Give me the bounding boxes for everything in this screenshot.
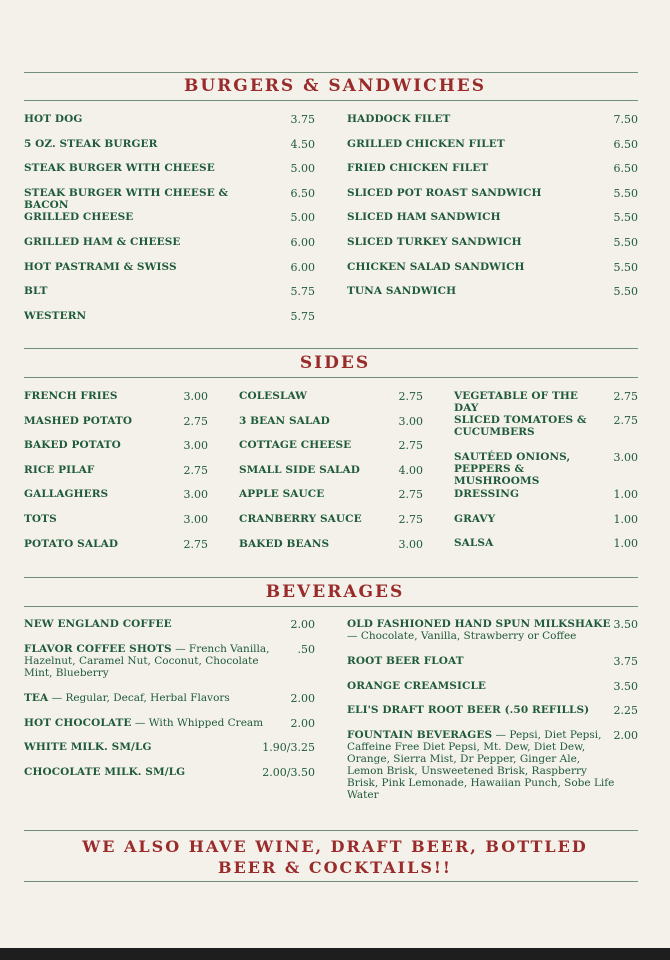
menu-item-name: GRAVY	[454, 513, 496, 525]
menu-item-price: 2.00	[290, 717, 315, 730]
menu-item-name: GALLAGHERS	[24, 488, 109, 501]
menu-item-name: HOT DOG	[24, 113, 83, 125]
menu-item-name: COTTAGE CHEESE	[239, 439, 352, 452]
divider	[24, 830, 638, 831]
menu-item-price: 3.00	[183, 488, 208, 502]
menu-item-price: 5.50	[613, 260, 638, 274]
menu-item-price: 2.75	[398, 439, 423, 453]
menu-item-price: 3.75	[290, 113, 315, 126]
menu-item-price: 4.50	[290, 137, 315, 151]
menu-item-price: 6.50	[613, 162, 638, 176]
menu-item-name: SMALL SIDE SALAD	[239, 463, 360, 476]
menu-item-name: ORANGE CREAMSICLE	[347, 680, 487, 692]
menu-item-price: 2.75	[613, 390, 638, 403]
menu-item-name: FRIED CHICKEN FILET	[347, 162, 489, 175]
menu-item-name: BAKED POTATO	[24, 439, 121, 452]
menu-item-price: 7.50	[613, 113, 638, 126]
menu-item-price: 2.25	[613, 704, 638, 717]
menu-item-name: SLICED TOMATOES & CUCUMBERS	[454, 414, 587, 438]
menu-item	[347, 236, 567, 248]
menu-item-name: TUNA SANDWICH	[347, 285, 457, 298]
menu-item-price: 3.00	[183, 513, 208, 526]
section-title-sides: SIDES	[299, 353, 371, 373]
menu-item-name: RICE PILAF	[24, 463, 95, 476]
menu-item	[347, 261, 567, 273]
menu-item-name: POTATO SALAD	[24, 537, 119, 550]
menu-item-price: 4.00	[398, 463, 423, 477]
section-title-beverages: BEVERAGES	[265, 582, 405, 602]
footer-line-1: WE ALSO HAVE WINE, DRAFT BEER, BOTTLED	[82, 837, 588, 856]
menu-item-name: SALSA	[454, 537, 494, 549]
menu-item-name: 5 OZ. STEAK BURGER	[24, 137, 158, 150]
menu-item-price: 2.75	[398, 390, 423, 403]
menu-item-name: FRENCH FRIES	[24, 390, 118, 402]
menu-item-name: FOUNTAIN BEVERAGES	[347, 729, 493, 741]
menu-item-price: 2.75	[183, 414, 208, 428]
menu-item-price: 5.50	[613, 186, 638, 200]
menu-item-price: 2.00	[290, 692, 315, 705]
divider	[24, 377, 638, 378]
menu-item-price: 2.75	[398, 488, 423, 502]
menu-item-price: 5.75	[290, 285, 315, 299]
menu-item-name: ELI'S DRAFT ROOT BEER (.50 REFILLS)	[347, 704, 590, 716]
menu-item-name: SLICED TURKEY SANDWICH	[347, 236, 522, 248]
menu-item	[347, 113, 567, 125]
menu-item-name: WESTERN	[24, 309, 87, 322]
menu-item-price: 3.00	[398, 537, 423, 551]
menu-item	[347, 138, 567, 150]
menu-item-name: WHITE MILK. SM/LG	[24, 741, 152, 753]
menu-item-name: 3 BEAN SALAD	[239, 414, 330, 427]
footer-line-2: BEER & COCKTAILS!!	[218, 858, 452, 877]
menu-item-price: 1.00	[613, 513, 638, 526]
menu-item-name: VEGETABLE OF THE DAY	[454, 390, 579, 414]
menu-item-price: 2.00/3.50	[262, 766, 315, 779]
menu-item-price: 3.00	[183, 390, 208, 403]
menu-item-price: 6.50	[613, 137, 638, 151]
menu-item-name: COLESLAW	[239, 390, 308, 402]
menu-item	[347, 187, 567, 199]
menu-item-name: TOTS	[24, 513, 57, 525]
menu-item-price: 5.50	[613, 285, 638, 299]
menu-item-name: SAUTÉED ONIONS, PEPPERS & MUSHROOMS	[454, 451, 571, 487]
menu-item-price: 5.00	[290, 211, 315, 225]
menu-item-price: 3.50	[613, 680, 638, 693]
menu-item	[347, 285, 567, 297]
menu-item-name: TEA	[24, 692, 49, 704]
menu-item-name: HADDOCK FILET	[347, 113, 451, 125]
menu-item-name: HOT CHOCOLATE	[24, 717, 132, 729]
menu-item-price: 3.50	[613, 618, 638, 631]
menu-item-price: 5.50	[613, 211, 638, 225]
divider	[24, 881, 638, 882]
menu-item-price: .50	[297, 643, 315, 656]
menu-item-price: 6.00	[290, 236, 315, 249]
section-title-burgers: BURGERS & SANDWICHES	[183, 76, 486, 96]
menu-item	[347, 162, 567, 174]
menu-item-price: 3.75	[613, 655, 638, 668]
menu-item-price: 3.00	[613, 451, 638, 464]
menu-item-name: FLAVOR COFFEE SHOTS	[24, 643, 172, 655]
menu-item-description: — French Vanilla, Hazelnut, Caramel Nut, Coconut, Chocolate Mint, Blueberry	[24, 643, 270, 679]
menu-item-name: GRILLED HAM & CHEESE	[24, 236, 181, 248]
menu-item-name: GRILLED CHICKEN FILET	[347, 137, 505, 150]
menu-item-price: 3.00	[398, 414, 423, 428]
menu-item-description: — Pepsi, Diet Pepsi, Caffeine Free Diet Pepsi, Mt. Dew, Diet Dew, Orange, Sierra Mist, Dr Pepper, Ginger Ale, Lemon Brisk, Unsweetened Brisk, Raspberry Brisk, Pink Lemonade, Hawaiian Punch, Sobe Life Water	[347, 729, 615, 801]
bottom-bar	[0, 948, 670, 960]
menu-item-name: NEW ENGLAND COFFEE	[24, 618, 172, 630]
menu-item-price: 2.75	[183, 537, 208, 551]
menu-item-price: 3.00	[183, 439, 208, 453]
menu-item-price: 1.00	[613, 488, 638, 501]
menu-item-name: OLD FASHIONED HAND SPUN MILKSHAKE	[347, 618, 611, 630]
menu-item-price: 1.90/3.25	[262, 741, 315, 754]
menu-item-price: 5.50	[613, 236, 638, 249]
menu-item-price: 2.75	[398, 513, 423, 526]
menu-item-price: 2.75	[613, 414, 638, 427]
menu-item-name: HOT PASTRAMI & SWISS	[24, 260, 177, 273]
menu-item-name: ROOT BEER FLOAT	[347, 655, 464, 667]
menu-item-price: 6.00	[290, 260, 315, 274]
menu-item-price: 6.50	[290, 186, 315, 200]
menu-item-description: — Chocolate, Vanilla, Strawberry or Coffee	[347, 630, 577, 642]
menu-item-name: CHOCOLATE MILK. SM/LG	[24, 766, 186, 778]
menu-item-price: 2.00	[290, 618, 315, 631]
divider	[24, 72, 638, 73]
divider	[24, 606, 638, 607]
menu-item-name: GRILLED CHEESE	[24, 211, 134, 224]
menu-item-description: — Regular, Decaf, Herbal Flavors	[48, 692, 230, 704]
menu-item-name: MASHED POTATO	[24, 414, 133, 427]
menu-item-name: SLICED HAM SANDWICH	[347, 211, 501, 224]
divider	[24, 348, 638, 349]
menu-item-price: 2.00	[613, 729, 638, 742]
menu-item-price: 5.75	[290, 309, 315, 323]
divider	[24, 100, 638, 101]
menu-item-price: 5.00	[290, 162, 315, 176]
menu-item-name: BLT	[24, 285, 48, 298]
menu-item-name: SLICED POT ROAST SANDWICH	[347, 186, 542, 199]
menu-item	[347, 211, 567, 223]
menu-item-description: — With Whipped Cream	[131, 717, 264, 729]
divider	[24, 577, 638, 578]
menu-item-price: 1.00	[613, 537, 638, 550]
menu-item-name: DRESSING	[454, 488, 520, 500]
menu-item-name: STEAK BURGER WITH CHEESE	[24, 162, 215, 175]
menu-item-name: CRANBERRY SAUCE	[239, 513, 362, 525]
menu-item-name: CHICKEN SALAD SANDWICH	[347, 260, 525, 273]
menu-item-name: BAKED BEANS	[239, 537, 330, 550]
menu-item-price: 2.75	[183, 463, 208, 477]
menu-item-name: APPLE SAUCE	[239, 488, 325, 501]
menu-item-name: STEAK BURGER WITH CHEESE & BACON	[24, 186, 229, 211]
